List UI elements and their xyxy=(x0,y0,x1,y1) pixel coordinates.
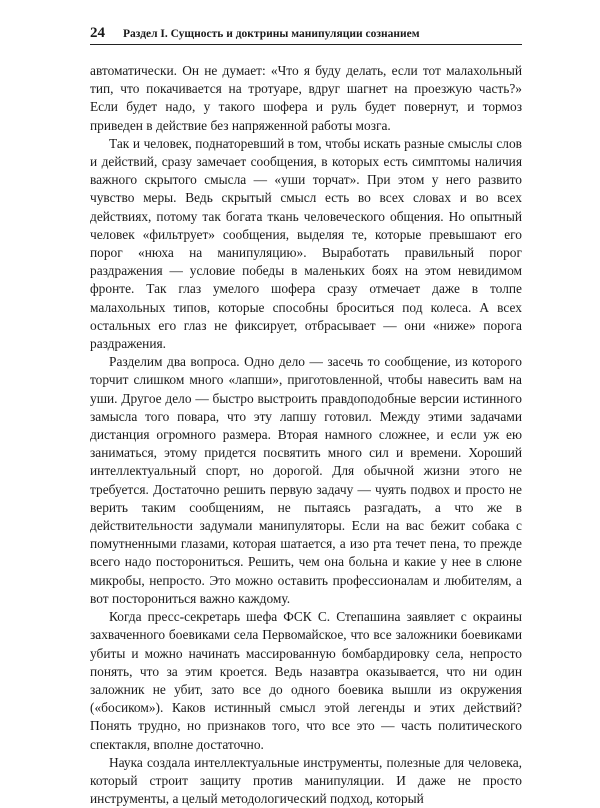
running-title: Раздел I. Сущность и доктрины манипуляции сознанием xyxy=(123,28,420,40)
paragraph-1: автоматически. Он не думает: «Что я буду делать, если тот малахольный тип, что покачивается на тротуаре, вдруг шагнет на проезжую часть?» Если будет надо, у такого шофера и руль будет повернут, и тормоз приведен в действие без напряженной работы мозга. xyxy=(90,63,522,133)
paragraph-3: Разделим два вопроса. Одно дело — засечь то сообщение, из которого торчит слишком много «лапши», приготовленной, чтобы навесить вам на уши. Другое дело — быстро выстроить правдоподобные версии истинного замысла того повара, что эту лапшу готовил. Между этими задачами дистанция огромного размера. Вторая намного сложнее, и если уж ею заниматься, этому придется посвятить много сил и времени. Хороший интеллектуальный спорт, но дорогой. Для обычной жизни этого не требуется. Достаточно решить первую задачу — чуять подвох и просто не верить таким сообщениям, не пытаясь разгадать, а что же в действительности задумали манипуляторы. Если на вас бежит собака с помутненными глазами, которая шатается, а изо рта течет пена, то прежде всего надо посторониться. Решить, чем она больна и какие у нее в слюне микробы, непросто. Это можно оставить профессионалам и любителям, а вот посторониться важно каждому. xyxy=(90,354,522,606)
paragraph-2: Так и человек, поднаторевший в том, чтобы искать разные смыслы слов и действий, сразу замечает сообщения, в которых есть симптомы наличия важного скрытого смысла — «уши торчат». При этом у него развито чувство меры. Ведь скрытый смысл есть во всех словах и во всех действиях, потому так богата ткань человеческого общения. Но опытный человек «фильтрует» сообщения, выделяя те, которые превышают его порог «нюха на манипуляцию». Выработать правильный порог раздражения — условие победы в маленьких боях на этом невидимом фронте. Так глаз умелого шофера сразу отмечает даже в толпе малахольных типов, которые способны броситься под колеса. А всех остальных его глаз не фиксирует, отбрасывает — они «ниже» порога раздражения. xyxy=(90,135,522,352)
paragraph-4: Когда пресс-секретарь шефа ФСК С. Степашина заявляет с окраины захваченного боевиками села Первомайское, что все заложники боевиками убиты и можно начинать массированную бомбардировку села, непросто понять, что за этим кроется. Ведь назавтра оказывается, что ни один заложник не убит, зато все до одного боевика вышли из окружения («босиком»). Каков истинный смысл этой легенды и этих действий? Понять трудно, но признаков того, что все это — часть политического спектакля, вполне достаточно. xyxy=(90,609,522,752)
page-number: 24 xyxy=(90,25,105,41)
header-rule xyxy=(90,44,522,45)
running-header xyxy=(90,25,520,42)
paragraph-5: Наука создала интеллектуальные инструменты, полезные для человека, который строит защиту против манипуляции. И даже не просто инструменты, а целый методологический подход, который xyxy=(90,754,522,807)
body-text xyxy=(90,62,522,808)
